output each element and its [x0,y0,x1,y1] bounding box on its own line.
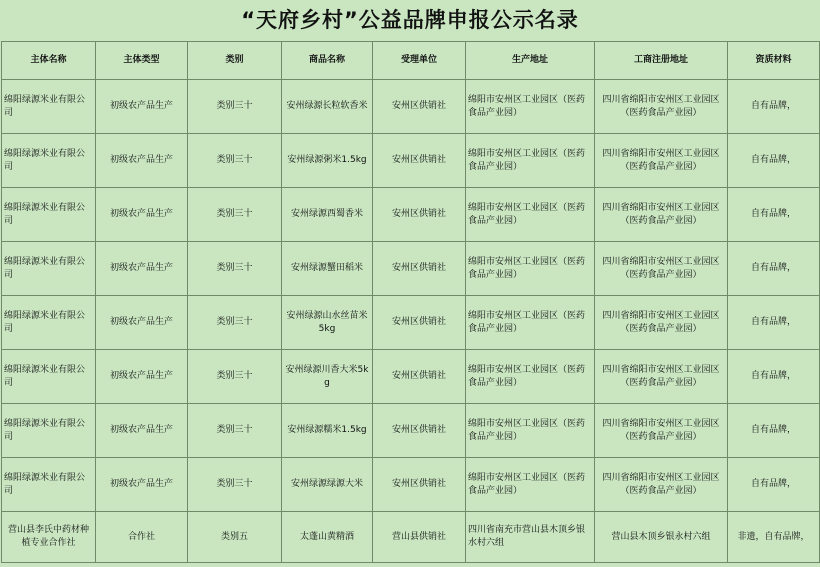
cell-registered-address[interactable]: 四川省绵阳市安州区工业园区（医药食品产业园） [595,134,728,188]
cell-registered-address[interactable]: 四川省绵阳市安州区工业园区（医药食品产业园） [595,404,728,458]
cell-material[interactable]: 自有品牌， [728,80,820,134]
cell-product[interactable]: 安州绿源糯米1.5kg [282,404,373,458]
cell-product[interactable]: 安州绿源蟹田稻米 [282,242,373,296]
table-row [2,242,820,296]
table-row [2,458,820,512]
cell-material[interactable]: 自有品牌， [728,296,820,350]
cell-category[interactable]: 类别三十 [188,80,282,134]
cell-registered-address[interactable]: 四川省绵阳市安州区工业园区（医药食品产业园） [595,242,728,296]
cell-entity[interactable]: 绵阳绿源米业有限公司 [2,296,96,350]
cell-unit[interactable]: 安州区供销社 [373,80,466,134]
cell-type[interactable]: 初级农产品生产 [96,296,188,350]
cell-type[interactable]: 初级农产品生产 [96,458,188,512]
cell-production-address[interactable]: 绵阳市安州区工业园区（医药食品产业园） [466,458,595,512]
header-row [2,42,820,80]
cell-type[interactable]: 初级农产品生产 [96,188,188,242]
table-row [2,188,820,242]
cell-material[interactable]: 自有品牌， [728,350,820,404]
cell-production-address[interactable]: 绵阳市安州区工业园区（医药食品产业园） [466,350,595,404]
table-row [2,350,820,404]
cell-production-address[interactable]: 绵阳市安州区工业园区（医药食品产业园） [466,80,595,134]
cell-production-address[interactable]: 绵阳市安州区工业园区（医药食品产业园） [466,134,595,188]
cell-product[interactable]: 太蓬山黄精酒 [282,512,373,563]
column-header[interactable]: 工商注册地址 [595,42,728,80]
cell-product[interactable]: 安州绿源川香大米5kg [282,350,373,404]
column-header[interactable]: 主体类型 [96,42,188,80]
cell-unit[interactable]: 营山县供销社 [373,512,466,563]
cell-material[interactable]: 非遗，自有品牌， [728,512,820,563]
table-row [2,512,820,563]
cell-material[interactable]: 自有品牌， [728,188,820,242]
cell-category[interactable]: 类别三十 [188,242,282,296]
cell-material[interactable]: 自有品牌， [728,404,820,458]
cell-type[interactable]: 初级农产品生产 [96,80,188,134]
cell-category[interactable]: 类别三十 [188,350,282,404]
cell-entity[interactable]: 绵阳绿源米业有限公司 [2,350,96,404]
cell-material[interactable]: 自有品牌， [728,134,820,188]
cell-category[interactable]: 类别五 [188,512,282,563]
column-header[interactable]: 资质材料 [728,42,820,80]
cell-category[interactable]: 类别三十 [188,134,282,188]
cell-unit[interactable]: 安州区供销社 [373,404,466,458]
cell-unit[interactable]: 安州区供销社 [373,296,466,350]
table-row [2,404,820,458]
cell-entity[interactable]: 绵阳绿源米业有限公司 [2,188,96,242]
cell-product[interactable]: 安州绿源西蜀香米 [282,188,373,242]
column-header[interactable]: 主体名称 [2,42,96,80]
cell-registered-address[interactable]: 四川省绵阳市安州区工业园区（医药食品产业园） [595,350,728,404]
column-header[interactable]: 类别 [188,42,282,80]
cell-production-address[interactable]: 绵阳市安州区工业园区（医药食品产业园） [466,188,595,242]
page-title: “天府乡村”公益品牌申报公示名录 [241,8,579,32]
brand-list-table [1,41,820,563]
table-row [2,296,820,350]
cell-material[interactable]: 自有品牌， [728,458,820,512]
cell-material[interactable]: 自有品牌， [728,242,820,296]
cell-production-address[interactable]: 绵阳市安州区工业园区（医药食品产业园） [466,242,595,296]
cell-entity[interactable]: 营山县李氏中药材种植专业合作社 [2,512,96,563]
cell-unit[interactable]: 安州区供销社 [373,458,466,512]
cell-entity[interactable]: 绵阳绿源米业有限公司 [2,404,96,458]
cell-production-address[interactable]: 绵阳市安州区工业园区（医药食品产业园） [466,404,595,458]
cell-type[interactable]: 初级农产品生产 [96,242,188,296]
cell-type[interactable]: 合作社 [96,512,188,563]
cell-production-address[interactable]: 四川省南充市营山县木顶乡银水村六组 [466,512,595,563]
cell-registered-address[interactable]: 四川省绵阳市安州区工业园区（医药食品产业园） [595,296,728,350]
cell-type[interactable]: 初级农产品生产 [96,404,188,458]
cell-product[interactable]: 安州绿源绿源大米 [282,458,373,512]
cell-unit[interactable]: 安州区供销社 [373,350,466,404]
cell-registered-address[interactable]: 营山县木顶乡银永村六组 [595,512,728,563]
cell-entity[interactable]: 绵阳绿源米业有限公司 [2,242,96,296]
cell-category[interactable]: 类别三十 [188,296,282,350]
column-header[interactable]: 商品名称 [282,42,373,80]
cell-entity[interactable]: 绵阳绿源米业有限公司 [2,458,96,512]
cell-registered-address[interactable]: 四川省绵阳市安州区工业园区（医药食品产业园） [595,80,728,134]
cell-entity[interactable]: 绵阳绿源米业有限公司 [2,134,96,188]
cell-production-address[interactable]: 绵阳市安州区工业园区（医药食品产业园） [466,296,595,350]
cell-product[interactable]: 安州绿源长粒软香米 [282,80,373,134]
cell-type[interactable]: 初级农产品生产 [96,134,188,188]
cell-registered-address[interactable]: 四川省绵阳市安州区工业园区（医药食品产业园） [595,188,728,242]
column-header[interactable]: 受理单位 [373,42,466,80]
cell-category[interactable]: 类别三十 [188,188,282,242]
cell-unit[interactable]: 安州区供销社 [373,134,466,188]
table-row [2,80,820,134]
cell-category[interactable]: 类别三十 [188,404,282,458]
cell-category[interactable]: 类别三十 [188,458,282,512]
table-row [2,134,820,188]
cell-entity[interactable]: 绵阳绿源米业有限公司 [2,80,96,134]
cell-registered-address[interactable]: 四川省绵阳市安州区工业园区（医药食品产业园） [595,458,728,512]
column-header[interactable]: 生产地址 [466,42,595,80]
cell-type[interactable]: 初级农产品生产 [96,350,188,404]
cell-product[interactable]: 安州绿源山水丝苗米5kg [282,296,373,350]
cell-unit[interactable]: 安州区供销社 [373,242,466,296]
cell-unit[interactable]: 安州区供销社 [373,188,466,242]
cell-product[interactable]: 安州绿源粥米1.5kg [282,134,373,188]
